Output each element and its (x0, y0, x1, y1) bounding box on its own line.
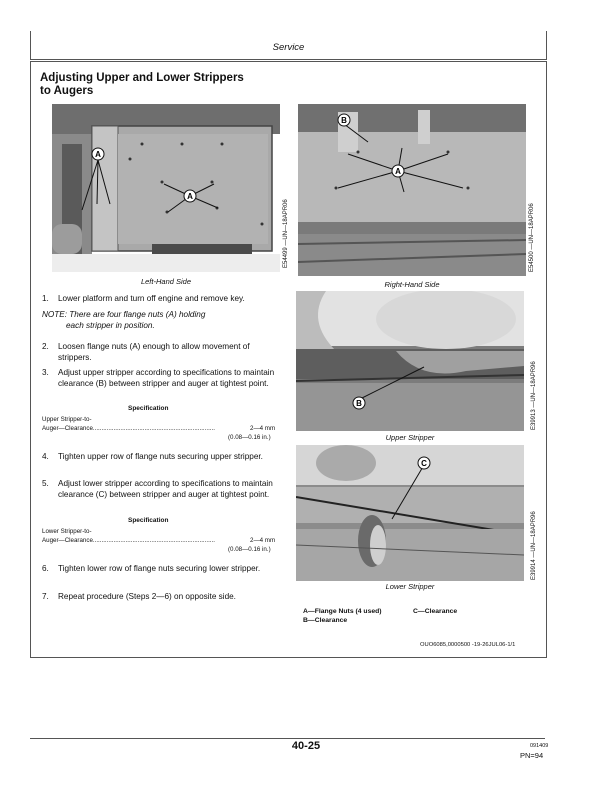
legend-a: A—Flange Nuts (4 used) (303, 608, 382, 615)
step-4-number: 4. (42, 452, 49, 461)
step-3-text: Adjust upper stripper according to specifications to maintain clearance (B) between stripper and auger at tightest point. (58, 368, 275, 388)
callout-a-left-1: A (95, 150, 101, 159)
step-6 (42, 564, 282, 586)
step-2-number: 2. (42, 342, 49, 351)
callout-b-right: B (341, 116, 347, 125)
step-6-text: Tighten lower row of flange nuts securing lower stripper. (58, 564, 261, 573)
step-1-text: Lower platform and turn off engine and remove key. (58, 294, 245, 303)
lower-stripper-photo (296, 445, 524, 581)
upper-spec-item (42, 415, 282, 433)
lower-spec-value: 2—4 mm (250, 537, 276, 544)
title-line-1: Adjusting Upper and Lower Strippers (40, 72, 244, 84)
lower-photo-caption: Lower Stripper (385, 582, 435, 591)
title-line-2: to Augers (40, 85, 94, 97)
step-7-number: 7. (42, 592, 49, 601)
step-4-text: Tighten upper row of flange nuts securing upper stripper. (58, 452, 263, 461)
step-5-number: 5. (42, 479, 49, 488)
callout-a-left-2: A (187, 192, 193, 201)
lower-spec-heading: Specification (128, 517, 169, 524)
page-header (30, 31, 547, 60)
upper-spec-label-1: Upper Stripper-to- (42, 416, 92, 423)
lower-photo-code: E39914 —UN—18APR96 (531, 511, 537, 580)
lower-spec-label-1: Lower Stripper-to- (42, 528, 92, 535)
right-photo-caption: Right-Hand Side (384, 280, 440, 289)
step-7 (42, 592, 282, 604)
page-title (40, 72, 280, 98)
right-photo-code: E54500 —UN—18APR06 (529, 203, 535, 272)
lower-spec-label-2: Auger—Clearance....................................................................... (42, 537, 215, 544)
legend-c: C—Clearance (413, 608, 458, 615)
step-4 (42, 452, 282, 474)
step-2 (42, 342, 282, 364)
callout-c-lower: C (421, 459, 427, 468)
callout-b-upper: B (356, 399, 362, 408)
upper-photo-caption: Upper Stripper (385, 433, 435, 442)
left-hand-side-photo (52, 104, 280, 272)
step-2-text: Loosen flange nuts (A) enough to allow movement of strippers. (58, 342, 250, 362)
upper-spec-label-2: Auger—Clearance....................................................................... (42, 425, 215, 432)
step-1 (42, 294, 282, 306)
step-3-number: 3. (42, 368, 49, 377)
document-code: OUO6085,0000500 -19-26JUL06-1/1 (420, 642, 516, 648)
pn-number: PN=94 (520, 751, 544, 760)
step-3 (42, 368, 282, 401)
note-line-1: NOTE: There are four flange nuts (A) holding (42, 310, 206, 319)
left-photo-caption: Left-Hand Side (140, 277, 192, 286)
section-title: Service (272, 42, 305, 53)
note-line-2: each stripper in position. (66, 320, 155, 330)
lower-spec-item (42, 527, 282, 545)
upper-stripper-photo (296, 291, 524, 431)
step-6-number: 6. (42, 564, 49, 573)
legend-b: B—Clearance (303, 617, 348, 624)
lower-spec-value-inches: (0.08—0.16 in.) (228, 546, 271, 553)
step-1-number: 1. (42, 294, 49, 303)
step-5-text: Adjust lower stripper according to specifications to maintain clearance (C) between stripper and auger at tightest point. (58, 479, 273, 499)
upper-spec-heading: Specification (128, 405, 169, 412)
footer-small-code: 091409 (530, 743, 549, 749)
footer-rule (30, 738, 545, 739)
note (42, 310, 282, 331)
upper-photo-code: E39913 —UN—18APR96 (531, 361, 537, 430)
step-5 (42, 479, 282, 512)
right-hand-side-photo (298, 104, 526, 276)
upper-spec-value-inches: (0.08—0.16 in.) (228, 434, 271, 441)
upper-spec-value: 2—4 mm (250, 425, 276, 432)
callout-a-right: A (395, 167, 401, 176)
page-number: 40-25 (291, 740, 321, 752)
left-photo-code: E54499 —UN—18APR06 (283, 199, 289, 268)
step-7-text: Repeat procedure (Steps 2—6) on opposite side. (58, 592, 236, 601)
